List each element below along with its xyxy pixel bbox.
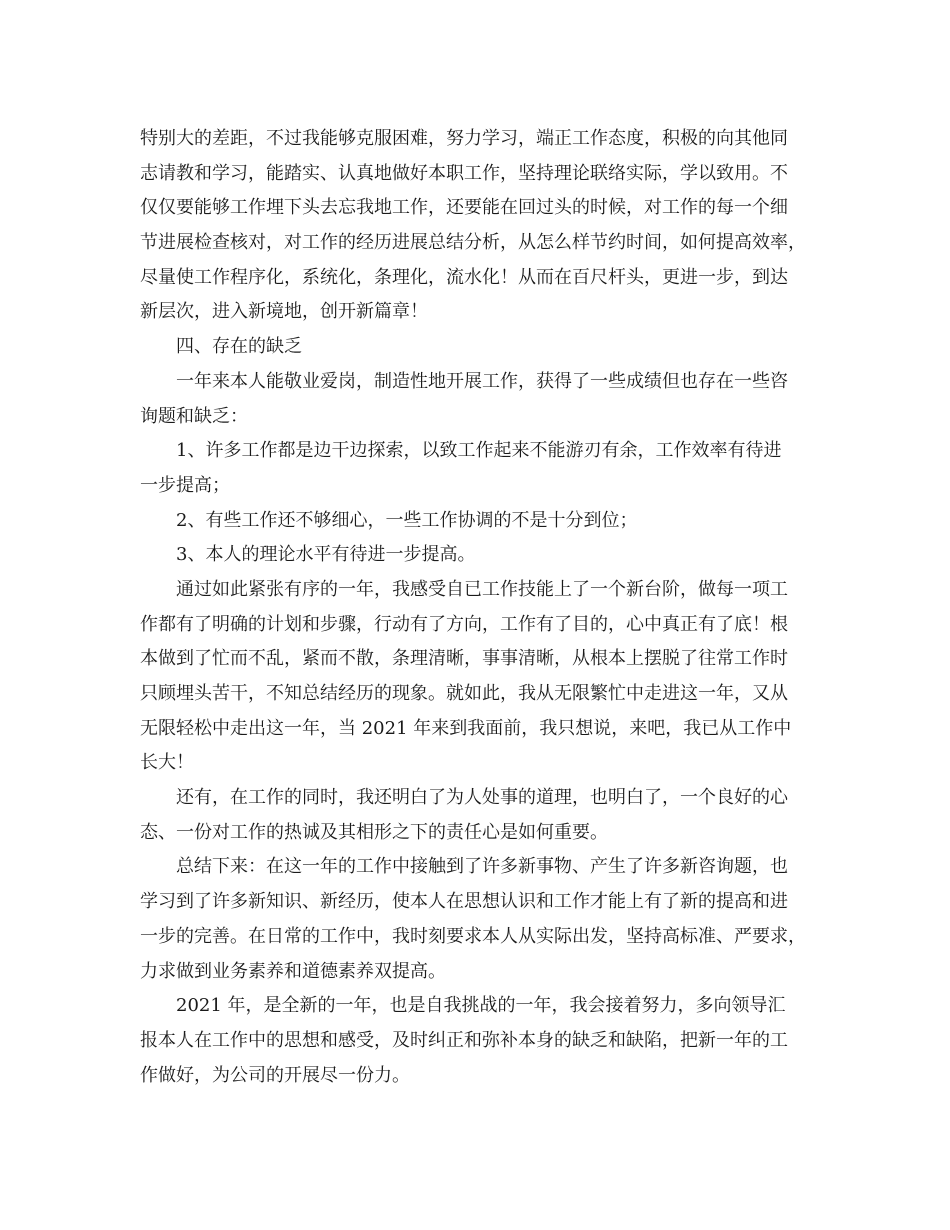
text-line: 3、本人的理论水平有待进一步提高。 <box>176 544 476 566</box>
text-line: 节进展检查核对，对工作的经历进展总结分析，从怎么样节约时间，如何提高效率， <box>140 232 806 254</box>
text-line: 1、许多工作都是边干边探索，以致工作起来不能游刃有余，工作效率有待进 <box>176 440 782 462</box>
text-line: 无限轻松中走出这一年，当 2021 年来到我面前，我只想说，来吧，我已从工作中 <box>140 717 792 739</box>
text-line: 新层次，进入新境地，创开新篇章！ <box>140 301 428 323</box>
text-line: 还有，在工作的同时，我还明白了为人处事的道理，也明白了，一个良好的心 <box>176 787 788 809</box>
text-line: 一年来本人能敬业爱岗，制造性地开展工作，获得了一些成绩但也存在一些咨 <box>176 370 788 392</box>
text-line: 通过如此紧张有序的一年，我感受自已工作技能上了一个新台阶，做每一项工 <box>176 578 788 600</box>
text-line: 一步提高； <box>140 474 230 496</box>
text-line: 尽量使工作程序化，系统化，条理化，流水化！从而在百尺杆头，更进一步，到达 <box>140 266 788 288</box>
text-line: 志请教和学习，能踏实、认真地做好本职工作，坚持理论联络实际，学以致用。不 <box>140 162 788 184</box>
text-line: 力求做到业务素养和道德素养双提高。 <box>140 960 446 982</box>
text-line: 学习到了许多新知识、新经历，使本人在思想认识和工作才能上有了新的提高和进 <box>140 891 788 913</box>
text-line: 只顾埋头苦干，不知总结经历的现象。就如此，我从无限繁忙中走进这一年，又从 <box>140 683 788 704</box>
text-line: 长大！ <box>140 752 194 774</box>
text-line: 询题和缺乏： <box>140 405 248 427</box>
text-line: 一步的完善。在日常的工作中，我时刻要求本人从实际出发，坚持高标准、严要求， <box>140 925 806 947</box>
text-line: 仅仅要能够工作埋下头去忘我地工作，还要能在回过头的时候，对工作的每一个细 <box>140 197 788 219</box>
text-line: 态、一份对工作的热诚及其相形之下的责任心是如何重要。 <box>140 821 608 843</box>
text-line: 2、有些工作还不够细心，一些工作协调的不是十分到位； <box>176 509 638 531</box>
text-line: 本做到了忙而不乱，紧而不散，条理清晰，事事清晰，从根本上摆脱了往常工作时 <box>140 648 788 670</box>
text-line: 作都有了明确的计划和步骤，行动有了方向，工作有了目的，心中真正有了底！根 <box>140 613 788 635</box>
text-line: 报本人在工作中的思想和感受，及时纠正和弥补本身的缺乏和缺陷，把新一年的工 <box>140 1029 788 1051</box>
text-line: 特别大的差距，不过我能够克服困难，努力学习，端正工作态度，积极的向其他同 <box>140 128 788 149</box>
text-line: 2021 年，是全新的一年，也是自我挑战的一年，我会接着努力，多向领导汇 <box>176 995 786 1017</box>
text-line: 四、存在的缺乏 <box>176 336 302 358</box>
document-body <box>140 122 820 1093</box>
text-line: 作做好，为公司的开展尽一份力。 <box>140 1064 410 1086</box>
text-line: 总结下来：在这一年的工作中接触到了许多新事物、产生了许多新咨询题，也 <box>176 856 788 878</box>
